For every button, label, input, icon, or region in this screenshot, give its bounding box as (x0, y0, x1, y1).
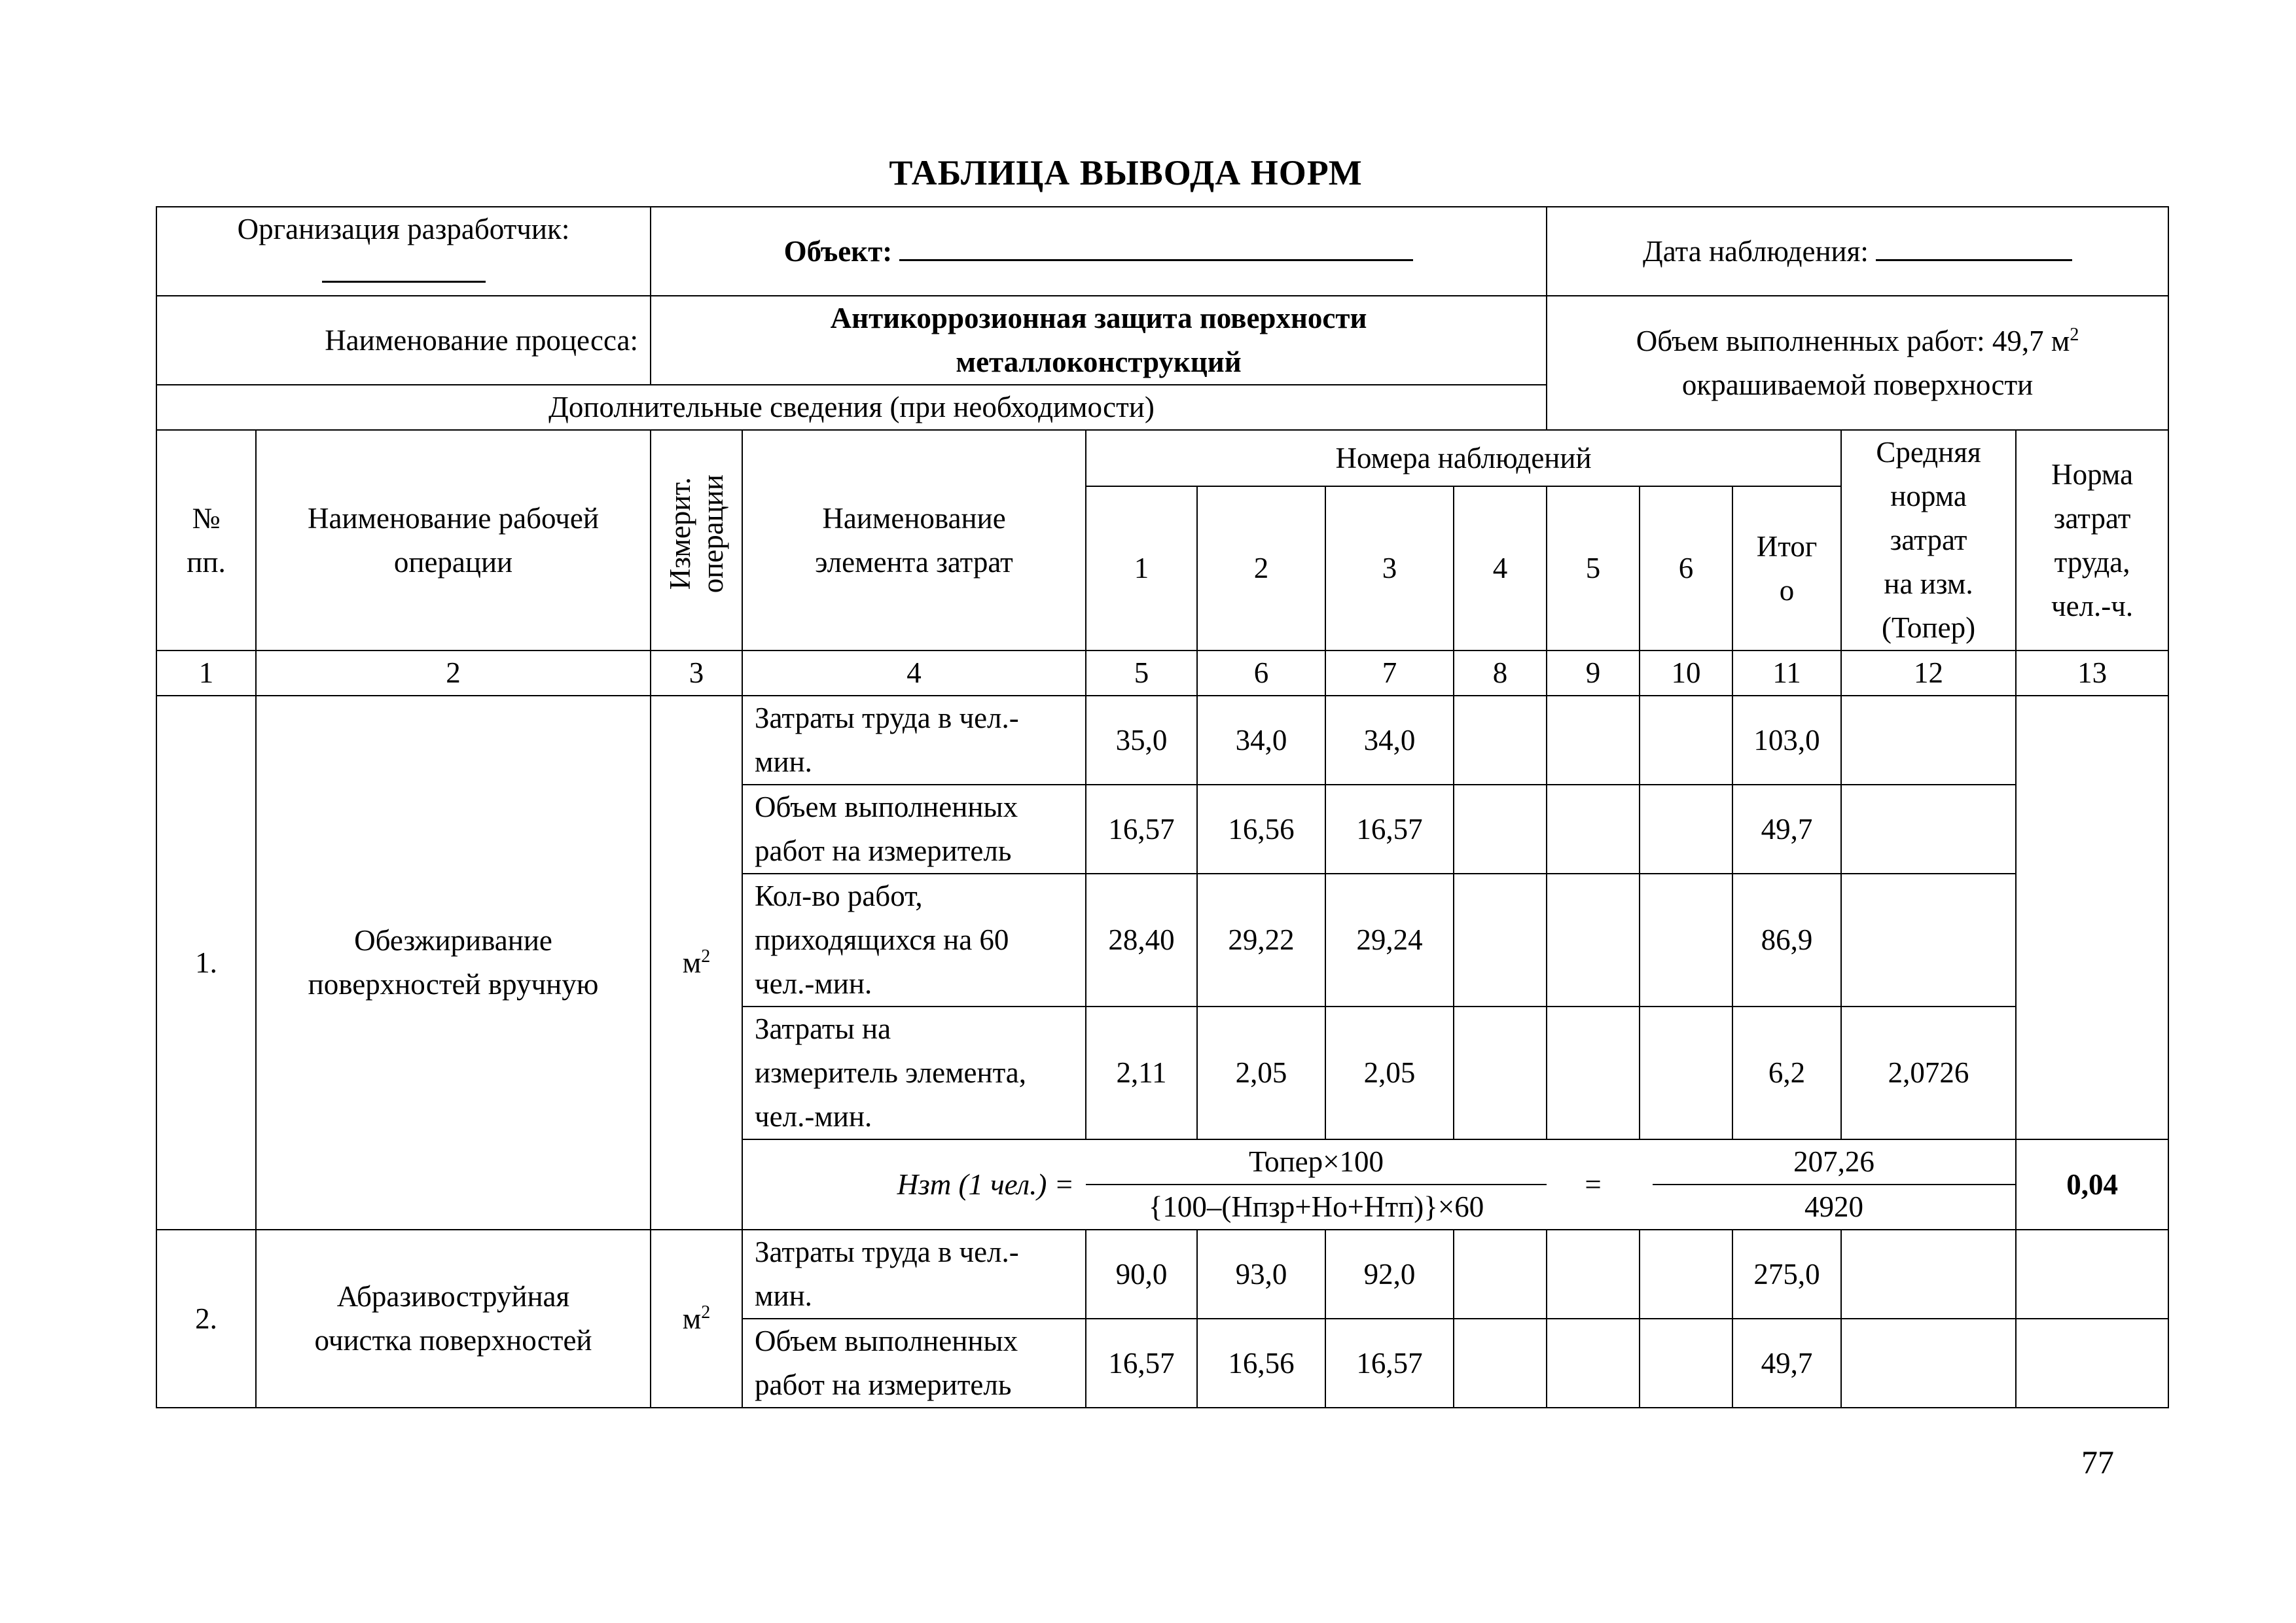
value-cell (1547, 1007, 1640, 1139)
value-cell: 2,05 (1325, 1007, 1454, 1139)
avg-cell (1841, 1230, 2016, 1319)
index-cell: 10 (1640, 651, 1732, 696)
col-meas-text (664, 474, 729, 593)
col-op-line-2: операции (393, 545, 513, 579)
index-cell: 12 (1841, 651, 2016, 696)
element-cell (742, 785, 1086, 874)
value-cell (1640, 1230, 1732, 1319)
index-cell: 13 (2016, 651, 2168, 696)
row-num: 2. (156, 1230, 256, 1408)
value-cell (1454, 1319, 1547, 1408)
col-total-line-1: Итог (1756, 529, 1818, 563)
obs-col-header: 3 (1325, 486, 1454, 651)
obs-col-header: 4 (1454, 486, 1547, 651)
value-cell (1454, 1007, 1547, 1139)
col-num-header (156, 430, 256, 651)
row-unit (651, 696, 742, 1230)
obs-group-header: Номера наблюдений (1086, 430, 1841, 486)
date-blank (1876, 232, 2072, 261)
norm-cell (2016, 696, 2168, 1139)
value-cell (1640, 874, 1732, 1007)
value-cell (1454, 874, 1547, 1007)
value-cell (1547, 874, 1640, 1007)
org-label: Организация разработчик: (237, 213, 570, 245)
value-cell (1640, 785, 1732, 874)
value-cell: 92,0 (1325, 1230, 1454, 1319)
value-cell (1454, 696, 1547, 785)
element-line: мин. (755, 745, 812, 778)
row-op (256, 696, 651, 1230)
element-line: чел.-мин. (755, 1100, 872, 1133)
index-cell: 11 (1732, 651, 1841, 696)
col-meas-header (651, 430, 742, 651)
value-cell (1640, 1319, 1732, 1408)
index-cell: 7 (1325, 651, 1454, 696)
norms-table (156, 206, 2169, 1408)
avg-cell (1841, 874, 2016, 1007)
value-cell: 34,0 (1325, 696, 1454, 785)
norm-cell (2016, 1319, 2168, 1408)
total-cell: 6,2 (1732, 1007, 1841, 1139)
avg-cell (1841, 785, 2016, 874)
col-avg-line: (Топер) (1881, 611, 1976, 644)
index-cell: 3 (651, 651, 742, 696)
formula-denominator-value: 4920 (1804, 1190, 1864, 1223)
col-elem-header (742, 430, 1086, 651)
col-op-line-1: Наименование рабочей (308, 501, 599, 535)
process-value-line-1: Антикоррозионная защита поверхности (830, 302, 1367, 334)
norm-result: 0,04 (2016, 1139, 2168, 1230)
index-cell: 2 (256, 651, 651, 696)
index-row (156, 651, 2168, 696)
formula-numerator: Топер×100 (1086, 1140, 1547, 1185)
element-cell (742, 1319, 1086, 1408)
total-cell: 49,7 (1732, 1319, 1841, 1408)
col-norm-line: Норма (2051, 457, 2134, 491)
process-label: Наименование процесса: (156, 296, 651, 385)
col-elem-line-1: Наименование (822, 501, 1006, 535)
col-op-header (256, 430, 651, 651)
element-line: измеритель элемента, (755, 1056, 1027, 1089)
element-cell (742, 696, 1086, 785)
row-op-line-1: Абразивоструйная (336, 1280, 570, 1313)
volume-line-2: окрашиваемой поверхности (1681, 368, 2034, 401)
index-cell: 6 (1197, 651, 1325, 696)
element-line: чел.-мин. (755, 967, 872, 1000)
row-op-line-1: Обезжиривание (354, 924, 552, 957)
col-total-header (1732, 486, 1841, 651)
table-row (156, 1230, 2168, 1319)
value-cell (1547, 1319, 1640, 1408)
object-label: Объект: (783, 234, 893, 268)
formula-fraction-left (1086, 1139, 1547, 1230)
value-cell: 16,56 (1197, 1319, 1325, 1408)
col-norm-header (2016, 430, 2168, 651)
col-avg-line: норма (1890, 480, 1967, 512)
value-cell (1547, 1230, 1640, 1319)
row-op-line-2: поверхностей вручную (308, 968, 599, 1001)
avg-cell (1841, 696, 2016, 785)
value-cell (1640, 1007, 1732, 1139)
process-value (651, 296, 1547, 385)
col-norm-line: труда, (2054, 545, 2130, 579)
value-cell: 35,0 (1086, 696, 1197, 785)
avg-cell (1841, 1319, 2016, 1408)
formula-label: Нзт (1 чел.) = (742, 1139, 1086, 1230)
col-avg-line: затрат (1890, 524, 1967, 556)
col-avg-line: Средняя (1876, 436, 1981, 469)
total-cell: 103,0 (1732, 696, 1841, 785)
element-line: Затраты труда в чел.- (755, 1236, 1019, 1268)
value-cell: 29,24 (1325, 874, 1454, 1007)
unit-sup: 2 (701, 1302, 711, 1323)
volume-sup: 2 (2070, 324, 2079, 345)
value-cell: 29,22 (1197, 874, 1325, 1007)
col-num-line-1: № (192, 501, 221, 535)
object-cell (651, 207, 1547, 296)
value-cell: 90,0 (1086, 1230, 1197, 1319)
org-cell (156, 207, 651, 296)
element-line: мин. (755, 1279, 812, 1312)
value-cell: 16,57 (1325, 785, 1454, 874)
total-cell: 49,7 (1732, 785, 1841, 874)
volume-cell (1547, 296, 2168, 430)
unit-text: м (682, 946, 702, 979)
volume-line-1: Объем выполненных работ: 49,7 м (1636, 324, 2070, 357)
formula-numerator-value: 207,26 (1653, 1140, 2015, 1185)
col-elem-line-2: элемента затрат (815, 545, 1013, 579)
table-row (156, 696, 2168, 785)
date-label: Дата наблюдения: (1643, 234, 1869, 268)
date-cell (1547, 207, 2168, 296)
total-cell: 86,9 (1732, 874, 1841, 1007)
obs-col-header: 1 (1086, 486, 1197, 651)
value-cell: 16,57 (1086, 1319, 1197, 1408)
value-cell (1454, 785, 1547, 874)
value-cell (1454, 1230, 1547, 1319)
element-line: Объем выполненных (755, 791, 1018, 823)
value-cell: 93,0 (1197, 1230, 1325, 1319)
value-cell (1547, 696, 1640, 785)
element-line: Затраты на (755, 1012, 891, 1045)
index-cell: 9 (1547, 651, 1640, 696)
index-cell: 5 (1086, 651, 1197, 696)
col-total-line-2: о (1779, 573, 1795, 607)
col-meas-line-2: операции (696, 474, 730, 594)
element-line: Затраты труда в чел.- (755, 702, 1019, 734)
element-cell (742, 874, 1086, 1007)
unit-sup: 2 (701, 946, 711, 967)
unit-text: м (682, 1302, 702, 1335)
value-cell: 16,57 (1086, 785, 1197, 874)
object-blank (899, 232, 1413, 261)
value-cell (1547, 785, 1640, 874)
obs-col-header: 6 (1640, 486, 1732, 651)
value-cell: 2,11 (1086, 1007, 1197, 1139)
obs-col-header: 2 (1197, 486, 1325, 651)
row-unit (651, 1230, 742, 1408)
element-line: Объем выполненных (755, 1325, 1018, 1357)
element-cell (742, 1007, 1086, 1139)
element-line: Кол-во работ, (755, 880, 923, 912)
value-cell: 34,0 (1197, 696, 1325, 785)
value-cell (1640, 696, 1732, 785)
element-line: работ на измеритель (755, 834, 1012, 867)
row-num: 1. (156, 696, 256, 1230)
col-num-line-2: пп. (187, 545, 226, 579)
formula-fraction-right (1640, 1139, 2016, 1230)
col-avg-line: на изм. (1884, 567, 1973, 600)
element-line: работ на измеритель (755, 1368, 1012, 1401)
value-cell: 28,40 (1086, 874, 1197, 1007)
process-value-line-2: металлоконструкций (956, 346, 1242, 378)
col-meas-line-1: Измерит. (664, 477, 697, 591)
formula-equals: = (1547, 1139, 1640, 1230)
value-cell: 16,57 (1325, 1319, 1454, 1408)
element-cell (742, 1230, 1086, 1319)
col-norm-line: чел.-ч. (2051, 589, 2134, 622)
row-op (256, 1230, 651, 1408)
total-cell: 275,0 (1732, 1230, 1841, 1319)
norm-cell (2016, 1230, 2168, 1319)
formula-denominator: {100–(Нпзр+Но+Нтп)}×60 (1148, 1190, 1484, 1223)
element-line: приходящихся на 60 (755, 923, 1009, 956)
obs-col-header: 5 (1547, 486, 1640, 651)
index-cell: 1 (156, 651, 256, 696)
org-blank (322, 253, 486, 283)
extra-info: Дополнительные сведения (при необходимости) (156, 385, 1547, 430)
col-avg-header (1841, 430, 2016, 651)
index-cell: 8 (1454, 651, 1547, 696)
page-title: ТАБЛИЦА ВЫВОДА НОРМ (889, 153, 1363, 192)
col-norm-line: затрат (2053, 501, 2131, 535)
page-number: 77 (2081, 1444, 2114, 1480)
index-cell: 4 (742, 651, 1086, 696)
avg-cell: 2,0726 (1841, 1007, 2016, 1139)
value-cell: 2,05 (1197, 1007, 1325, 1139)
value-cell: 16,56 (1197, 785, 1325, 874)
row-op-line-2: очистка поверхностей (314, 1324, 592, 1357)
